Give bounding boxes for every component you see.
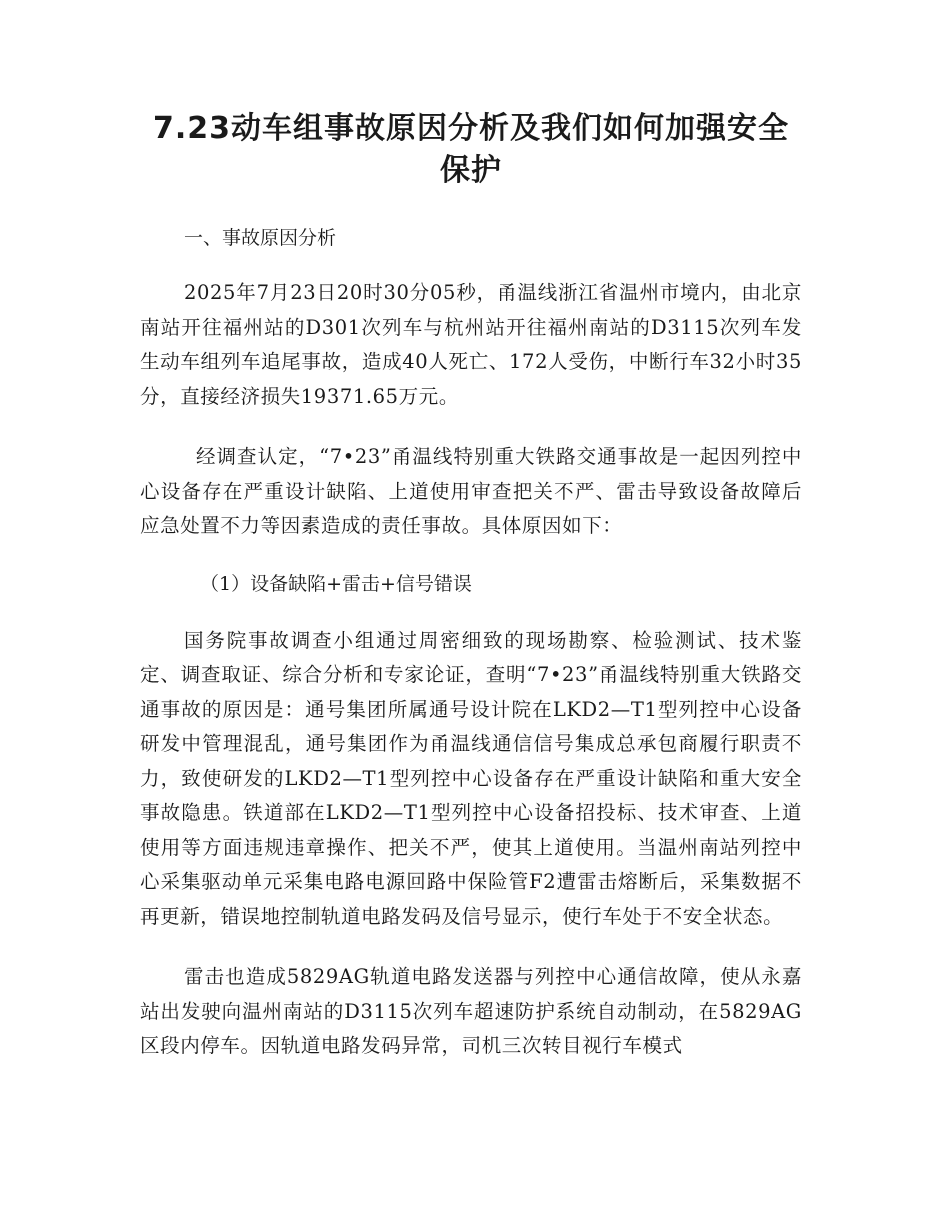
paragraph-accident-overview: 2025年7月23日20时30分05秒，甬温线浙江省温州市境内，由北京南站开往福州站的D301次列车与杭州站开往福州南站的D3115次列车发生动车组列车追尾事故，造成40人死亡、172人受伤，中断行车32小时35分，直接经济损失19371.65万元。 [140, 281, 802, 408]
document-title: 7.23动车组事故原因分析及我们如何加强安全保护 [152, 111, 790, 188]
document-page [140, 108, 802, 1064]
section-heading-cause-analysis: 一、事故原因分析 [184, 227, 337, 249]
paragraph-investigation-details: 国务院事故调查小组通过周密细致的现场勘察、检验测试、技术鉴定、调查取证、综合分析和专家论证，查明“7•23”甬温线特别重大铁路交通事故的原因是：通号集团所属通号设计院在LKD2—T1型列控中心设备研发中管理混乱，通号集团作为甬温线通信信号集成总承包商履行职责不力，致使研发的LKD2—T1型列控中心设备存在严重设计缺陷和重大安全事故隐患。铁道部在LKD2—T1型列控中心设备招投标、技术审查、上道使用等方面违规违章操作、把关不严，使其上道使用。当温州南站列控中心采集驱动单元采集电路电源回路中保险管F2遭雷击熔断后，采集数据不再更新，错误地控制轨道电路发码及信号显示，使行车处于不安全状态。 [140, 628, 802, 928]
paragraph-investigation-conclusion: 经调查认定，“7•23”甬温线特别重大铁路交通事故是一起因列控中心设备存在严重设计缺陷、上道使用审查把关不严、雷击导致设备故障后应急处置不力等因素造成的责任事故。具体原因如下： [140, 445, 802, 537]
paragraph-lightning-effect: 雷击也造成5829AG轨道电路发送器与列控中心通信故障，使从永嘉站出发驶向温州南站的D3115次列车超速防护系统自动制动，在5829AG区段内停车。因轨道电路发码异常，司机三次转目视行车模式 [140, 965, 802, 1057]
sub-heading-equipment-defect: （1）设备缺陷+雷击+信号错误 [200, 572, 472, 595]
